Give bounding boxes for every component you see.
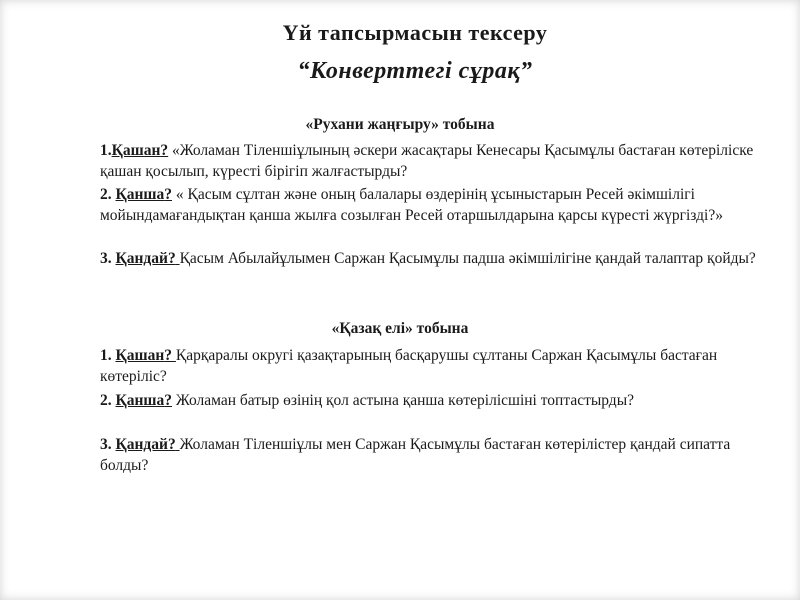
group1-header: «Рухани жаңғыру» тобына (305, 116, 495, 133)
title-line-1: Үй тапсырмасын тексеру (282, 20, 548, 45)
question-text: «Жоламан Тіленшіұлының әскери жасақтары Кенесары Қасымұлы бастаған көтеріліске қашан қосылып, күресті бірігіп жалғастырды? (100, 142, 754, 180)
question-number: 3. (100, 436, 116, 453)
question-number: 1. (100, 142, 112, 159)
question-text: « Қасым сұлтан және оның балалары өздерінің ұсыныстарын Ресей әкімшілігі мойындамағандықтан қанша жылға созылған Ресей отаршылдарына қарсы күресті жүргізді?» (100, 186, 723, 224)
question-text: Жоламан батыр өзінің қол астына қанша көтерілісшіні топтастырды? (172, 392, 634, 409)
slide-title (0, 18, 800, 88)
group2-question-2 (100, 390, 760, 411)
question-number: 2. (100, 186, 116, 203)
question-keyword: Қанша? (115, 392, 173, 409)
question-keyword: Қашан? (115, 347, 176, 364)
group1-question-2 (100, 184, 760, 226)
group1-question-3 (100, 248, 760, 269)
group2-question-1 (100, 345, 760, 387)
title-line-2: “Конверттегі сұрақ” (297, 58, 533, 84)
group2-header: «Қазақ елі» тобына (331, 320, 469, 337)
question-keyword: Қашан? (111, 142, 169, 159)
question-keyword: Қандай? (115, 250, 176, 267)
group2-question-3 (100, 434, 760, 476)
question-keyword: Қанша? (115, 186, 173, 203)
group1-question-1 (100, 140, 760, 182)
question-number: 2. (100, 392, 116, 409)
question-text: Жоламан Тіленшіұлы мен Саржан Қасымұлы бастаған көтерілістер қандай сипатта болды? (100, 436, 731, 474)
question-text: Қарқаралы округі қазақтарының басқарушы сұлтаны Саржан Қасымұлы бастаған көтеріліс? (100, 347, 718, 385)
question-keyword: Қандай? (115, 436, 176, 453)
question-text: Қасым Абылайұлымен Саржан Қасымұлы падша әкімшілігіне қандай талаптар қойды? (179, 250, 756, 267)
question-number: 3. (100, 250, 116, 267)
question-number: 1. (100, 347, 116, 364)
